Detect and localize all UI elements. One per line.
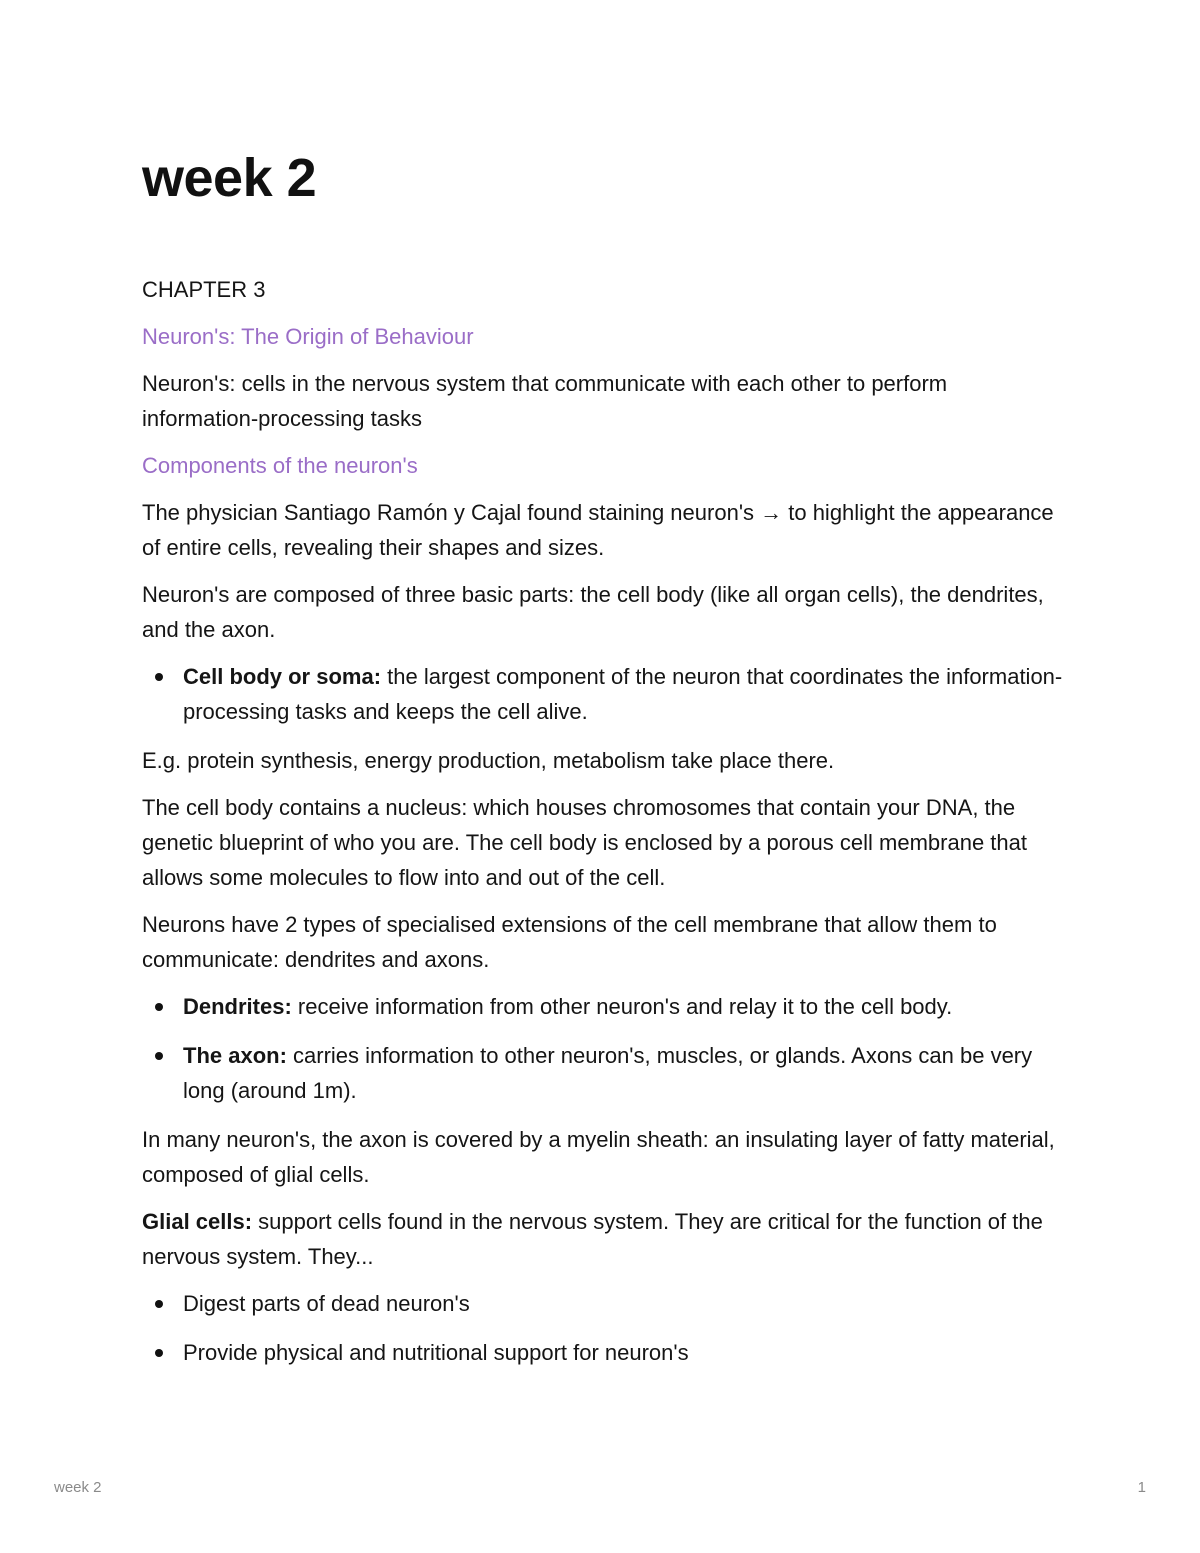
paragraph-glial [142, 1204, 1067, 1274]
bullet-dot-icon [155, 1349, 163, 1357]
paragraph-extensions: Neurons have 2 types of specialised extensions of the cell membrane that allow them to communicate: dendrites and axons. [142, 912, 997, 972]
list-item-support [142, 1335, 1067, 1370]
footer-title: week 2 [54, 1479, 102, 1496]
list-item-digest [142, 1286, 1067, 1321]
bullet-dot-icon [155, 1003, 163, 1011]
bullet-dot-icon [155, 673, 163, 681]
term-glial-cells: Glial cells: [142, 1209, 253, 1234]
term-axon: The axon: [183, 1043, 287, 1068]
definition-cell-body: the largest component of the neuron that coordinates the information-processing tasks and keeps the cell alive. [183, 664, 1063, 724]
list-item-dendrites [142, 989, 1067, 1024]
chapter-label: CHAPTER 3 [142, 277, 266, 302]
paragraph-example: E.g. protein synthesis, energy production, metabolism take place there. [142, 748, 835, 773]
bullet-dot-icon [155, 1052, 163, 1060]
paragraph-three-parts: Neuron's are composed of three basic parts: the cell body (like all organ cells), the dendrites, and the axon. [142, 582, 1044, 642]
term-cell-body: Cell body or soma: [183, 664, 382, 689]
list-item-cell-body [142, 659, 1067, 729]
bullet-list-glial [142, 1286, 1067, 1370]
section-heading-origin: Neuron's: The Origin of Behaviour [142, 324, 474, 349]
definition-glial-cells: support cells found in the nervous system. They are critical for the function of the nervous system. They... [142, 1209, 1043, 1269]
paragraph-neuron-definition: Neuron's: cells in the nervous system that communicate with each other to perform information-processing tasks [142, 371, 948, 431]
page-content [142, 142, 1067, 1384]
text-digest: Digest parts of dead neuron's [183, 1291, 470, 1316]
term-dendrites: Dendrites: [183, 994, 292, 1019]
paragraph-cajal: The physician Santiago Ramón y Cajal found staining neuron's → to highlight the appearance of entire cells, revealing their shapes and sizes. [142, 500, 1054, 560]
paragraph-myelin: In many neuron's, the axon is covered by a myelin sheath: an insulating layer of fatty material, composed of glial cells. [142, 1127, 1055, 1187]
list-item-axon [142, 1038, 1067, 1108]
paragraph-nucleus: The cell body contains a nucleus: which houses chromosomes that contain your DNA, the genetic blueprint of who you are. The cell body is enclosed by a porous cell membrane that allows some molecules to flow into and out of the cell. [142, 795, 1027, 890]
definition-dendrites: receive information from other neuron's and relay it to the cell body. [291, 994, 953, 1019]
bullet-list-cell-body [142, 659, 1067, 729]
section-heading-components: Components of the neuron's [142, 453, 418, 478]
definition-axon: carries information to other neuron's, muscles, or glands. Axons can be very long (around 1m). [183, 1043, 1033, 1103]
bullet-list-extensions [142, 989, 1067, 1108]
footer-page-number: 1 [1137, 1479, 1146, 1496]
text-support: Provide physical and nutritional support for neuron's [183, 1340, 689, 1365]
bullet-dot-icon [155, 1300, 163, 1308]
page-title: week 2 [142, 148, 317, 208]
